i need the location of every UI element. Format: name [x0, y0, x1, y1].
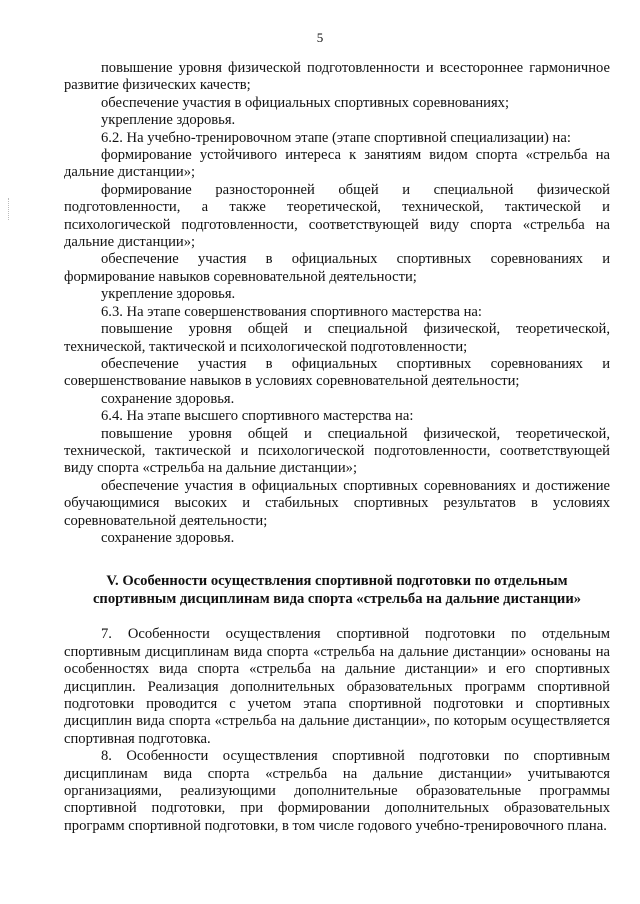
- paragraph: 6.3. На этапе совершенствования спортивного мастерства на:: [101, 303, 482, 320]
- paragraph: 6.2. На учебно-тренировочном этапе (этапе спортивной специализации) на:: [101, 129, 571, 146]
- paragraph: повышение уровня общей и специальной физической, теоретической, технической, тактической и психологической подготовленности, соответствующей виду спорта «стрельба на дальние дистанции»;: [64, 425, 610, 477]
- paragraph: сохранение здоровья.: [101, 529, 235, 546]
- section-heading: [64, 572, 610, 608]
- paragraph: обеспечение участия в официальных спортивных соревнованиях;: [101, 94, 510, 111]
- paragraph: укрепление здоровья.: [101, 286, 236, 303]
- paragraph: формирование устойчивого интереса к занятиям видом спорта «стрельба на дальние дистанции»;: [64, 147, 610, 181]
- section-heading-line: V. Особенности осуществления спортивной подготовки по отдельным: [106, 573, 568, 590]
- section-heading-line: спортивным дисциплинам вида спорта «стрельба на дальние дистанции»: [92, 591, 582, 608]
- paragraph: обеспечение участия в официальных спортивных соревнованиях и совершенствование навыков в условиях соревновательной деятельности;: [64, 355, 610, 390]
- paragraph: обеспечение участия в официальных спортивных соревнованиях и достижение обучающимися высоких и стабильных спортивных результатов в условиях соревновательной деятельности;: [64, 477, 610, 529]
- document-body: [64, 60, 610, 835]
- paragraph: 8. Особенности осуществления спортивной подготовки по спортивным дисциплинам вида спорта «стрельба на дальние дистанции» учитываются организациями, реализующими дополнительные образовательные программы спортивной подготовки, при формировании дополнительных образовательных программ спортивной подготовки, в том числе годового учебно-тренировочного плана.: [64, 748, 610, 834]
- margin-scan-mark: [8, 198, 11, 220]
- paragraph: 7. Особенности осуществления спортивной подготовки по отдельным спортивным дисциплинам вида спорта «стрельба на дальние дистанции» основаны на особенностях вида спорта «стрельба на дальние дистанции» и его спортивных дисциплин. Реализация дополнительных образовательных программ спортивной подготовки проводится с учетом этапа спортивной подготовки и спортивных дисциплин вида спорта «стрельба на дальние дистанции», по которым осуществляется спортивная подготовка.: [64, 626, 610, 747]
- paragraph: обеспечение участия в официальных спортивных соревнованиях и формирование навыков соревновательной деятельности;: [64, 251, 610, 285]
- paragraph: повышение уровня физической подготовленности и всестороннее гармоничное развитие физических качеств;: [64, 60, 610, 94]
- paragraph: повышение уровня общей и специальной физической, теоретической, технической, тактической и психологической подготовленности;: [64, 321, 610, 355]
- paragraph: 6.4. На этапе высшего спортивного мастерства на:: [101, 408, 414, 425]
- paragraph: формирование разносторонней общей и специальной физической подготовленности, а также теоретической, технической, тактической и психологической подготовленности, соответствующей виду спорта «стрельба на дальние дистанции»;: [64, 181, 610, 251]
- paragraph: укрепление здоровья.: [101, 112, 236, 129]
- paragraph: сохранение здоровья.: [101, 390, 235, 407]
- page-number: 5: [316, 30, 324, 45]
